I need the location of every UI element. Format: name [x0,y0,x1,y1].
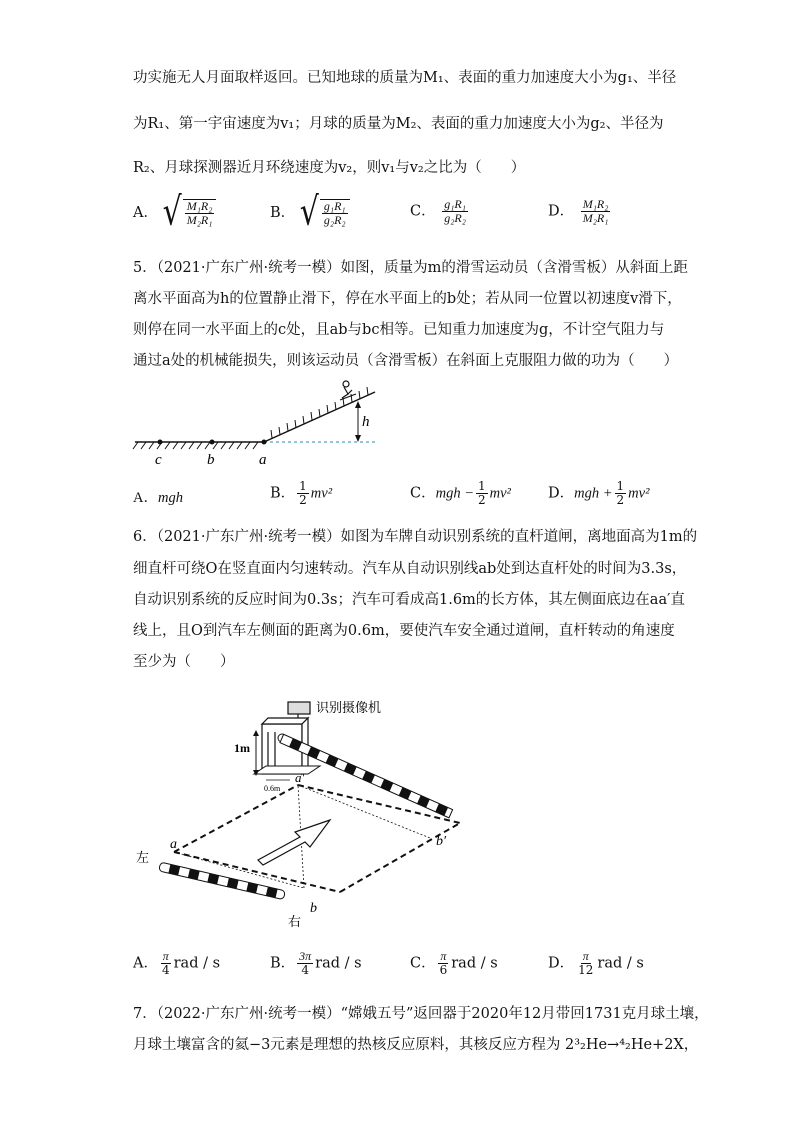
barrier-gate-figure [130,690,480,935]
denominator: M₂R₁ [582,211,609,226]
denominator: 6 [439,963,448,978]
left-label: 左 [136,851,150,866]
q5-option-d [548,480,649,507]
label-c: c [155,452,162,468]
height-label: 1m [234,741,250,755]
q6-line-3: 自动识别系统的反应时间为0.3s；汽车可看成高1.6m的长方体，其左侧面底边在aa′直 [133,592,685,608]
q7-line-2: 月球土壤富含的氦−3元素是理想的热核反应原料，其核反应方程为 2³₂He→⁴₂He+2X， [133,1037,699,1053]
numerator: 1 [616,479,625,493]
slope-figure [130,378,390,470]
option-text: mgh + [574,485,613,502]
q4-option-b [270,189,350,236]
denominator: 2 [478,493,486,508]
label-h: h [362,414,370,430]
denominator: 2 [616,493,625,508]
q4-option-d [548,198,612,225]
option-text: mv² [628,485,650,502]
denominator: g₂R₂ [323,213,346,227]
option-text: mgh − [435,485,474,502]
unit: rad / s [451,955,498,972]
q6-option-b [270,950,362,977]
camera-label: 识别摄像机 [316,701,382,716]
unit: rad / s [173,955,221,972]
numerator: π [440,949,447,963]
denominator: 2 [299,493,307,508]
option-text: mv² [489,485,511,502]
label-a-prime: a′ [295,770,305,785]
denominator: M₂R₁ [186,213,213,227]
q6-option-d [548,950,644,977]
numerator: 1 [478,479,486,493]
denominator: g₂R₂ [444,211,466,226]
label-b: b [310,901,317,916]
numerator: π [582,949,589,963]
q4-line-1: 功实施无人月面取样返回。已知地球的质量为M₁、表面的重力加速度大小为g₁、半径 [133,70,677,86]
sqrt-expression: √ $\frac{\text{M₁R₂}}{\text{M₂R₁}}$ [163,198,217,228]
option-label: D． [548,485,575,502]
option-text: mv² [310,485,333,502]
numerator: M₁R₂ [582,197,609,211]
label-a: a [170,837,177,852]
q6-line-2: 细直杆可绕O在竖直面内匀速转动。汽车从自动识别线ab处到达直杆处的时间为3.3s， [133,561,687,577]
q5-line-4: 通过a处的机械能损失，则该运动员（含滑雪板）在斜面上克服阻力做的功为（ ） [133,353,679,369]
option-label: D． [548,203,575,220]
label-a: a [259,452,267,468]
option-label: C． [410,955,436,972]
q4-option-a [133,189,216,236]
option-label: A． [133,205,158,221]
numerator: 3π [299,949,312,963]
unit: rad / s [597,955,644,972]
numerator: g₁R₁ [444,197,466,211]
q5-line-2: 离水平面高为h的位置静止滑下，停在水平面上的b处；若从同一位置以初速度v滑下， [133,291,682,307]
denominator: 4 [161,963,170,978]
sqrt-expression: √ $\frac{\text{g₁R₁}}{\text{g₂R₂}}$ [300,198,350,228]
option-label: A． [133,955,158,972]
option-label: B． [270,485,296,502]
option-label: B． [270,205,296,221]
unit: rad / s [315,955,362,972]
q5-option-c [410,480,511,507]
q4-line-2: 为R₁、第一宇宙速度为v₁；月球的质量为M₂、表面的重力加速度大小为g₂、半径为 [133,116,664,132]
q4-option-c [410,198,470,225]
q6-line-5: 至少为（ ） [133,654,235,670]
q6-line-4: 线上，且O到汽车左侧面的距离为0.6m，要使汽车安全通过道闸，直杆转动的角速度 [133,623,675,639]
numerator: g₁R₁ [323,198,346,213]
denominator: 12 [578,963,594,978]
label-b: b [207,452,215,468]
q6-option-a [133,950,220,977]
numerator: 1 [299,479,307,493]
option-label: C． [410,203,436,220]
q7-line-1: 7．（2022·广东广州·统考一模）“嫦娥五号”返回器于2020年12月带回1731克月球土壤， [133,1006,709,1022]
q5-option-b [270,480,332,507]
denominator: 4 [301,963,309,978]
numerator: π [162,949,169,963]
label-b-prime: b′ [436,834,447,849]
option-label: A． [133,490,158,506]
q6-option-c [410,950,498,977]
right-label: 右 [288,915,302,930]
option-label: B． [270,955,296,972]
q6-line-1: 6．（2021·广东广州·统考一模）如图为车牌自动识别系统的直杆道闸，离地面高为1m的 [133,529,698,545]
q5-line-1: 5．（2021·广东广州·统考一模）如图，质量为m的滑雪运动员（含滑雪板）从斜面上距 [133,260,688,276]
option-text: mgh [157,490,183,506]
q5-option-a [133,486,183,507]
numerator: M₁R₂ [186,198,213,213]
q5-line-3: 则停在同一水平面上的c处，且ab与bc相等。已知重力加速度为g，不计空气阻力与 [133,322,665,338]
option-label: D． [548,955,575,972]
option-label: C． [410,485,436,502]
q4-line-3: R₂、月球探测器近月环绕速度为v₂，则v₁与v₂之比为（ ） [133,160,526,176]
width-label: 0.6m [264,784,281,793]
